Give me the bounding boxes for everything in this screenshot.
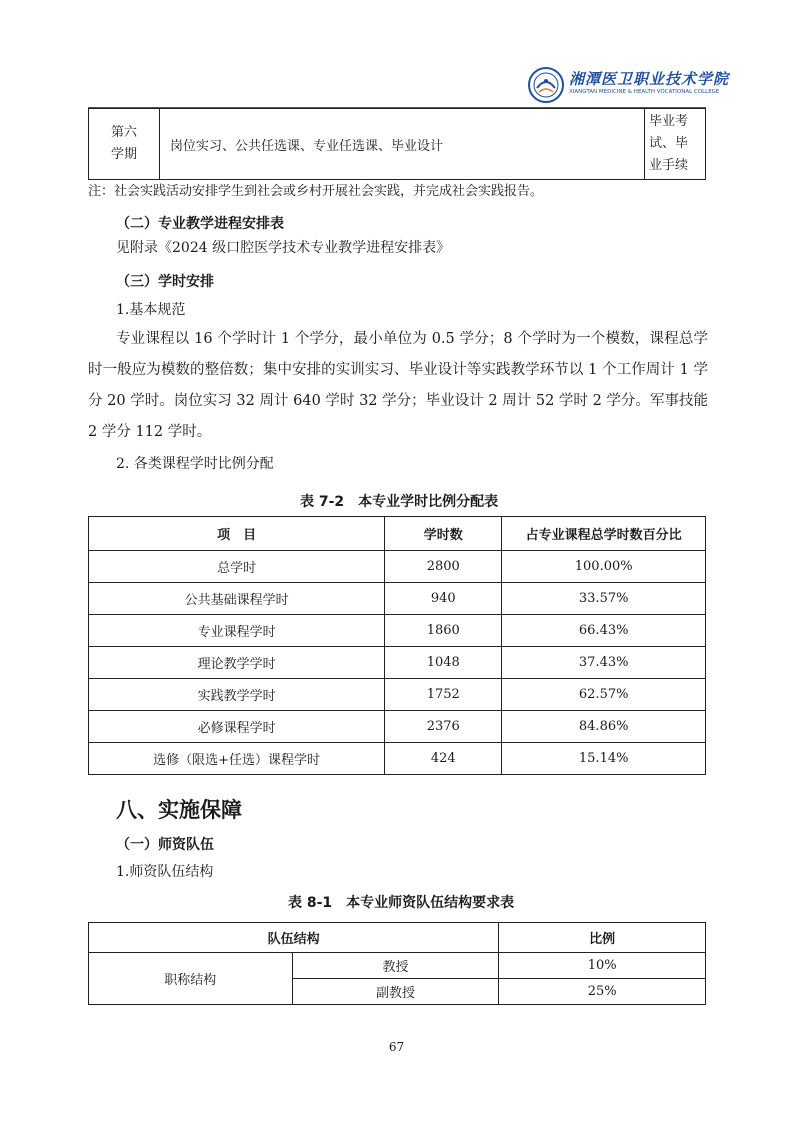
table-cell: 62.57%: [502, 679, 706, 711]
table-cell: 实践教学学时: [89, 679, 385, 711]
table-row: [89, 679, 706, 711]
table-cell: 940: [385, 583, 502, 615]
table-caption: 表 7-2 本专业学时比例分配表: [300, 494, 499, 510]
column-header: 队伍结构: [89, 923, 499, 953]
table-cell: 1048: [385, 647, 502, 679]
table-cell: 424: [385, 743, 502, 775]
section-heading: （一）师资队伍: [116, 837, 214, 853]
term-line: 第六: [110, 125, 137, 140]
table-header-row: [89, 517, 706, 551]
table-cell: 1752: [385, 679, 502, 711]
staff-table: [88, 922, 706, 1005]
appendix-reference: 见附录《2024 级口腔医学技术专业教学进程安排表》: [116, 240, 451, 256]
table-row: [89, 953, 706, 979]
table-cell: 100.00%: [502, 551, 706, 583]
table-row: [89, 583, 706, 615]
table-cell: 33.57%: [502, 583, 706, 615]
table-row: [89, 743, 706, 775]
column-header: 占专业课程总学时数百分比: [502, 517, 706, 551]
table-row: [89, 647, 706, 679]
section-heading: （二）专业教学进程安排表: [116, 216, 284, 232]
subsection-title: 2. 各类课程学时比例分配: [116, 456, 274, 472]
exam-cell: [645, 109, 706, 180]
table-cell: 15.14%: [502, 743, 706, 775]
table-cell: 2376: [385, 711, 502, 743]
exam-line: 毕业考: [649, 114, 689, 129]
table-cell: 公共基础课程学时: [89, 583, 385, 615]
table-cell: 25%: [499, 979, 706, 1005]
table-row: [89, 551, 706, 583]
hours-table: [88, 516, 706, 775]
exam-line: 业手续: [649, 158, 689, 173]
table-cell: 专业课程学时: [89, 615, 385, 647]
section-heading: （三）学时安排: [116, 274, 214, 290]
logo-chinese-name: 湘潭医卫职业技术学院: [569, 70, 730, 88]
table-cell: 2800: [385, 551, 502, 583]
table-cell: 66.43%: [502, 615, 706, 647]
schedule-table: [88, 108, 706, 180]
logo-english-name: XIANGTAN MEDICINE & HEALTH VOCATIONAL COLLEGE: [569, 89, 720, 95]
table-cell: 总学时: [89, 551, 385, 583]
table-caption: 表 8-1 本专业师资队伍结构要求表: [288, 895, 515, 911]
table-cell: 84.86%: [502, 711, 706, 743]
content-cell: 岗位实习、公共任选课、专业任选课、毕业设计: [160, 109, 645, 180]
table-cell: 1860: [385, 615, 502, 647]
column-header: 比例: [499, 923, 706, 953]
table-header-row: [89, 923, 706, 953]
college-logo: [527, 66, 730, 104]
table-cell: 副教授: [292, 979, 499, 1005]
rules-paragraph: 专业课程以 16 个学时计 1 个学分，最小单位为 0.5 学分；8 个学时为一个模数，课程总学时一般应为模数的整倍数；集中安排的实训实习、毕业设计等实践教学环节以 1 个工作周计 1 学分 20 学时。岗位实习 32 周计 640 学时 32 学分；毕业设计 2 周计 52 学时 2 学分。军事技能 2 学分 112 学时。: [88, 331, 708, 440]
chapter-heading: 八、实施保障: [116, 798, 242, 822]
column-header: 学时数: [385, 517, 502, 551]
table-cell: 选修（限选+任选）课程学时: [89, 743, 385, 775]
exam-line: 试、毕: [649, 136, 689, 151]
table-cell: 必修课程学时: [89, 711, 385, 743]
subsection-title: 1.基本规范: [116, 302, 186, 318]
table-cell: 10%: [499, 953, 706, 979]
term-cell: [89, 109, 160, 180]
table-row: [89, 711, 706, 743]
subsection-title: 1.师资队伍结构: [116, 864, 214, 880]
table-cell: 37.43%: [502, 647, 706, 679]
college-emblem-icon: [527, 66, 565, 104]
table-cell: 理论教学学时: [89, 647, 385, 679]
table-cell: 教授: [292, 953, 499, 979]
term-line: 学期: [110, 147, 137, 162]
column-header: 项 目: [89, 517, 385, 551]
table-row: [89, 109, 706, 180]
page-number: 67: [388, 1040, 405, 1054]
table-row: [89, 615, 706, 647]
group-cell: 职称结构: [89, 953, 293, 1005]
table-note: 注：社会实践活动安排学生到社会或乡村开展社会实践，并完成社会实践报告。: [88, 184, 544, 199]
